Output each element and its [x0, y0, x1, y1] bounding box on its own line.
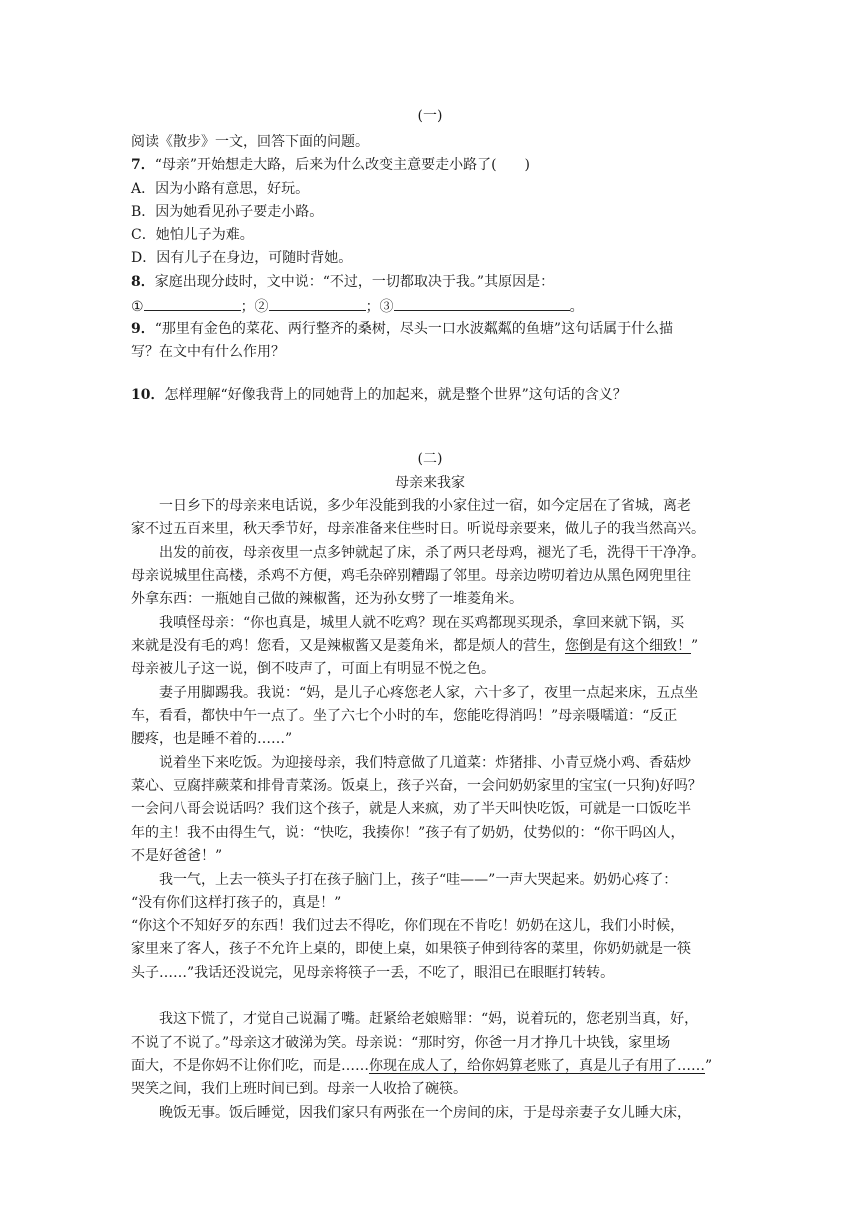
blank-marker-3: ；③ — [365, 299, 394, 315]
article-title: 母亲来我家 — [395, 475, 465, 491]
text-segment: 来就是没有毛的鸡！您看，又是辣椒酱又是菱角米，都是烦人的营生， — [131, 638, 565, 654]
text-line: 母亲说城里住高楼，杀鸡不方便，鸡毛杂碎别糟蹋了邻里。母亲边唠叨着边从黑色网兜里往 — [131, 568, 691, 584]
option-b: B．因为她看见孙子要走小路。 — [131, 204, 324, 220]
blank-end-mark: 。 — [569, 299, 584, 315]
text-line: “没有你们这样打孩子的，真是！” — [131, 895, 342, 911]
question-8-number: 8． — [131, 274, 155, 290]
text-line — [131, 636, 698, 656]
option-a: A．因为小路有意思，好玩。 — [131, 181, 310, 197]
question-10-text: 怎样理解“好像我背上的同她背上的加起来，就是整个世界”这句话的含义？ — [164, 387, 627, 403]
text-line: 晚饭无事。饭后睡觉，因我们家只有两张在一个房间的床，于是母亲妻子女儿睡大床， — [159, 1105, 691, 1121]
text-line: 外拿东西：一瓶她自己做的辣椒酱，还为孙女劈了一堆菱角米。 — [131, 591, 523, 607]
section-1-marker: (一) — [417, 108, 443, 124]
question-9-text-line-2: 写？在文中有什么作用？ — [131, 344, 285, 360]
text-line: 家不过五百来里，秋天季节好，母亲准备来住些时日。听说母亲要来，做儿子的我当然高兴。 — [131, 521, 705, 537]
text-line: 头子……”我话还没说完，见母亲将筷子一丢，不吃了，眼泪已在眼眶打转转。 — [131, 965, 615, 981]
text-line: 我嗔怪母亲：“你也真是，城里人就不吃鸡？现在买鸡都现买现杀，拿回来就下锅，买 — [159, 615, 685, 631]
text-line: “你这个不知好歹的东西！我们过去不得吃，你们现在不肯吃！奶奶在这儿，我们小时候， — [131, 918, 685, 934]
question-7 — [131, 155, 530, 175]
text-line: 家里来了客人，孩子不允许上桌的，即使上桌，如果筷子伸到待客的菜里，你奶奶就是一筷 — [131, 941, 691, 957]
text-segment: 面大，不是你妈不让你们吃，而是…… — [131, 1058, 369, 1074]
blank-marker-2: ；② — [240, 299, 269, 315]
text-line: 我一气，上去一筷头子打在孩子脑门上，孩子“哇——”一声大哭起来。奶奶心疼了： — [159, 872, 678, 888]
question-10-number: 10． — [131, 387, 165, 403]
question-8-blanks — [131, 295, 584, 317]
section-2-marker: (二) — [417, 451, 443, 467]
underlined-phrase: 你现在成人了，给你妈算老账了，真是儿子有用了…… — [369, 1058, 705, 1074]
option-d: D．因有儿子在身边，可随时背她。 — [131, 250, 353, 266]
text-line: 一会问八哥会说话吗？我们这个孩子，就是人来疯，劝了半天叫快吃饭，可就是一口饭吃半 — [131, 801, 691, 817]
answer-blank-2[interactable] — [269, 295, 366, 311]
text-line: 哭笑之间，我们上班时间已到。母亲一人收拾了碗筷。 — [131, 1081, 467, 1097]
answer-blank-1[interactable] — [144, 295, 241, 311]
text-line: 不说了不说了。”母亲这才破涕为笑。母亲说：“那时穷，你爸一月才挣几十块钱，家里场 — [131, 1035, 671, 1051]
text-segment: ” — [705, 1058, 713, 1074]
text-line: 出发的前夜，母亲夜里一点多钟就起了床，杀了两只老母鸡，褪光了毛，洗得干干净净。 — [159, 545, 705, 561]
question-10 — [131, 385, 627, 405]
section-1-intro: 阅读《散步》一文，回答下面的问题。 — [131, 134, 369, 150]
text-line: 说着坐下来吃饭。为迎接母亲，我们特意做了几道菜：炸猪排、小青豆烧小鸡、香菇炒 — [159, 755, 691, 771]
question-7-text: “母亲”开始想走大路，后来为什么改变主意要走小路了( ) — [154, 157, 530, 173]
question-9-text-line-1: “那里有金色的菜花、两行整齐的桑树，尽头一口水波粼粼的鱼塘”这句话属于什么描 — [154, 321, 674, 337]
blank-marker-1: ① — [131, 299, 144, 315]
underlined-phrase: 您倒是有这个细致！ — [565, 638, 691, 654]
text-segment: ” — [691, 638, 699, 654]
text-line — [131, 1056, 712, 1076]
answer-blank-3[interactable] — [394, 295, 570, 311]
question-7-number: 7． — [131, 157, 155, 173]
text-line: 年的主！我不由得生气，说：“快吃，我揍你！”孩子有了奶奶，仗势似的：“你干吗凶人， — [131, 825, 685, 841]
question-8 — [131, 272, 554, 292]
option-c: C．她怕儿子为难。 — [131, 227, 254, 243]
text-line: 不是好爸爸！” — [131, 848, 223, 864]
question-8-text: 家庭出现分歧时，文中说：“不过，一切都取决于我。”其原因是： — [154, 274, 555, 290]
question-9 — [131, 319, 673, 339]
text-line: 菜心、豆腐拌蕨菜和排骨青菜汤。饭桌上，孩子兴奋，一会问奶奶家里的宝宝(一只狗)好吗？ — [131, 778, 702, 794]
question-9-number: 9． — [131, 321, 155, 337]
text-line: 一日乡下的母亲来电话说，多少年没能到我的小家住过一宿，如今定居在了省城，离老 — [159, 498, 691, 514]
text-line: 车，看看，都快中午一点了。坐了六七个小时的车，您能吃得消吗！”母亲嗫嚅道：“反正 — [131, 708, 678, 724]
text-line: 妻子用脚踢我。我说：“妈，是儿子心疼您老人家，六十多了，夜里一点起来床，五点坐 — [159, 685, 699, 701]
text-line: 腰疼，也是睡不着的……” — [131, 731, 293, 747]
text-line: 我这下慌了，才觉自己说漏了嘴。赶紧给老娘赔罪：“妈，说着玩的，您老别当真，好， — [159, 1011, 699, 1027]
text-line: 母亲被儿子这一说，倒不吱声了，可面上有明显不悦之色。 — [131, 661, 495, 677]
